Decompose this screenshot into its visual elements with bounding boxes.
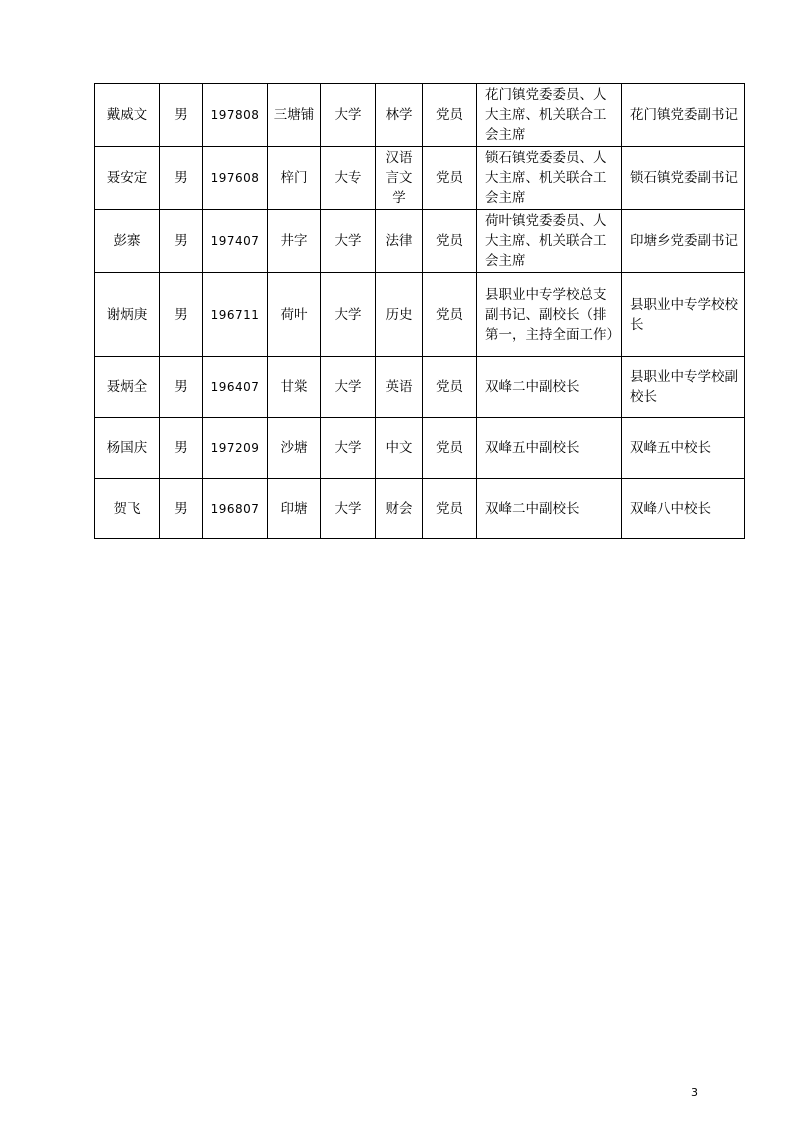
cell-new-post: 县职业中专学校校长 (622, 273, 745, 357)
cell-name: 聂炳全 (95, 357, 160, 418)
cell-gender: 男 (160, 84, 203, 147)
cell-education: 大学 (321, 418, 376, 479)
cell-education: 大学 (321, 479, 376, 539)
cell-education: 大学 (321, 357, 376, 418)
cell-birth: 196407 (203, 357, 268, 418)
cell-previous-post: 双峰二中副校长 (477, 357, 622, 418)
cell-gender: 男 (160, 273, 203, 357)
cell-native: 沙塘 (268, 418, 321, 479)
cell-major: 林学 (376, 84, 423, 147)
table-row (95, 479, 745, 539)
cell-birth: 197407 (203, 210, 268, 273)
cell-new-post: 锁石镇党委副书记 (622, 147, 745, 210)
cell-name: 杨国庆 (95, 418, 160, 479)
cell-new-post: 双峰五中校长 (622, 418, 745, 479)
cell-gender: 男 (160, 357, 203, 418)
cell-party: 党员 (423, 357, 477, 418)
page-number: 3 (691, 1086, 698, 1099)
cell-gender: 男 (160, 147, 203, 210)
cell-name: 聂安定 (95, 147, 160, 210)
cell-party: 党员 (423, 210, 477, 273)
table-row (95, 418, 745, 479)
personnel-table (94, 83, 745, 539)
cell-new-post: 县职业中专学校副校长 (622, 357, 745, 418)
cell-previous-post: 花门镇党委委员、人大主席、机关联合工会主席 (477, 84, 622, 147)
cell-birth: 197608 (203, 147, 268, 210)
table-body (95, 84, 745, 539)
cell-new-post: 印塘乡党委副书记 (622, 210, 745, 273)
cell-birth: 197209 (203, 418, 268, 479)
cell-birth: 197808 (203, 84, 268, 147)
cell-party: 党员 (423, 418, 477, 479)
cell-new-post: 双峰八中校长 (622, 479, 745, 539)
cell-native: 甘棠 (268, 357, 321, 418)
cell-gender: 男 (160, 418, 203, 479)
cell-education: 大学 (321, 84, 376, 147)
cell-name: 谢炳庚 (95, 273, 160, 357)
cell-name: 戴威文 (95, 84, 160, 147)
table-row (95, 210, 745, 273)
cell-education: 大学 (321, 273, 376, 357)
cell-major: 中文 (376, 418, 423, 479)
cell-party: 党员 (423, 147, 477, 210)
cell-party: 党员 (423, 273, 477, 357)
table-row (95, 84, 745, 147)
cell-previous-post: 锁石镇党委委员、人大主席、机关联合工会主席 (477, 147, 622, 210)
cell-education: 大专 (321, 147, 376, 210)
cell-new-post: 花门镇党委副书记 (622, 84, 745, 147)
cell-party: 党员 (423, 479, 477, 539)
cell-name: 彭寨 (95, 210, 160, 273)
cell-gender: 男 (160, 210, 203, 273)
cell-major: 历史 (376, 273, 423, 357)
table-row (95, 147, 745, 210)
table-row (95, 273, 745, 357)
cell-birth: 196711 (203, 273, 268, 357)
cell-previous-post: 双峰二中副校长 (477, 479, 622, 539)
cell-party: 党员 (423, 84, 477, 147)
cell-previous-post: 荷叶镇党委委员、人大主席、机关联合工会主席 (477, 210, 622, 273)
cell-previous-post: 县职业中专学校总支副书记、副校长（排第一，主持全面工作） (477, 273, 622, 357)
cell-previous-post: 双峰五中副校长 (477, 418, 622, 479)
table-row (95, 357, 745, 418)
cell-native: 印塘 (268, 479, 321, 539)
cell-native: 三塘铺 (268, 84, 321, 147)
cell-name: 贺飞 (95, 479, 160, 539)
cell-native: 井字 (268, 210, 321, 273)
cell-major: 法律 (376, 210, 423, 273)
cell-birth: 196807 (203, 479, 268, 539)
cell-education: 大学 (321, 210, 376, 273)
cell-native: 梓门 (268, 147, 321, 210)
cell-major: 汉语言文学 (376, 147, 423, 210)
cell-major: 财会 (376, 479, 423, 539)
cell-major: 英语 (376, 357, 423, 418)
cell-native: 荷叶 (268, 273, 321, 357)
cell-gender: 男 (160, 479, 203, 539)
